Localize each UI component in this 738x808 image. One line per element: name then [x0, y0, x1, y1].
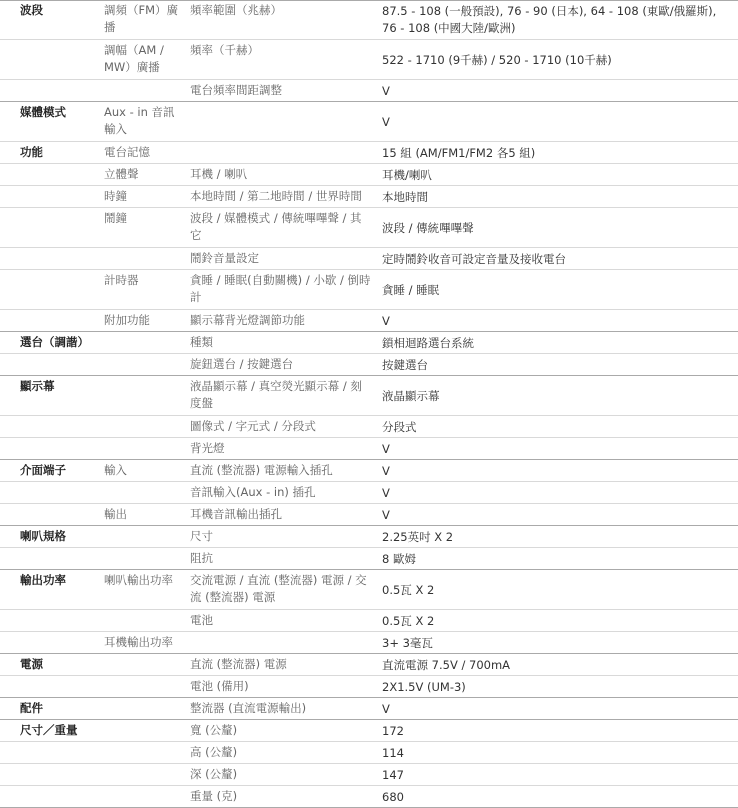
value-cell: 本地時間 — [382, 190, 428, 204]
category-cell — [0, 310, 98, 331]
category-cell: 顯示幕 — [20, 379, 55, 393]
spec-row — [0, 504, 738, 526]
spec-row — [0, 270, 738, 310]
value-cell: V — [382, 314, 390, 328]
item-cell: 頻率範圍（兆赫） — [190, 3, 282, 17]
subcategory-cell: 輸入 — [104, 463, 127, 477]
category-cell — [0, 354, 98, 375]
category-cell — [0, 504, 98, 525]
category-cell — [0, 248, 98, 269]
category-cell — [0, 676, 98, 697]
spec-row — [0, 208, 738, 248]
spec-row — [0, 742, 738, 764]
item-cell: 高 (公釐) — [190, 745, 238, 759]
value-cell: 液晶顯示幕 — [382, 389, 440, 403]
value-cell: 147 — [382, 768, 404, 782]
spec-row — [0, 0, 738, 40]
spec-row — [0, 354, 738, 376]
subcategory-cell — [98, 698, 184, 719]
item-cell: 重量 (克) — [190, 789, 238, 803]
value-cell: V — [382, 508, 390, 522]
spec-row — [0, 720, 738, 742]
category-cell: 喇叭規格 — [20, 529, 66, 543]
item-cell: 本地時間 / 第二地時間 / 世界時間 — [190, 189, 362, 203]
spec-row — [0, 80, 738, 102]
subcategory-cell — [98, 676, 184, 697]
spec-row — [0, 460, 738, 482]
spec-row — [0, 310, 738, 332]
spec-row — [0, 186, 738, 208]
subcategory-cell — [98, 720, 184, 741]
spec-row — [0, 570, 738, 610]
subcategory-cell: 喇叭輸出功率 — [104, 573, 173, 587]
item-cell: 電池 (備用) — [190, 679, 249, 693]
category-cell — [0, 164, 98, 185]
category-cell: 選台（調諧） — [20, 335, 89, 349]
value-cell: V — [382, 115, 390, 129]
spec-row — [0, 764, 738, 786]
item-cell — [184, 102, 376, 141]
category-cell: 電源 — [20, 657, 43, 671]
value-cell: 680 — [382, 790, 404, 804]
value-cell: 鎖相迴路選台系統 — [382, 336, 474, 350]
subcategory-cell — [98, 354, 184, 375]
item-cell: 鬧鈴音量設定 — [190, 251, 259, 265]
item-cell: 音訊輸入(Aux - in) 插孔 — [190, 485, 316, 499]
spec-row — [0, 482, 738, 504]
value-cell: 分段式 — [382, 420, 417, 434]
subcategory-cell: 輸出 — [104, 507, 127, 521]
subcategory-cell: 鬧鐘 — [104, 211, 127, 225]
subcategory-cell — [98, 610, 184, 631]
subcategory-cell: 時鐘 — [104, 189, 127, 203]
spec-row — [0, 164, 738, 186]
category-cell — [0, 270, 98, 309]
spec-row — [0, 416, 738, 438]
category-cell: 功能 — [20, 145, 43, 159]
item-cell: 顯示幕背光燈調節功能 — [190, 313, 305, 327]
item-cell: 種類 — [190, 335, 213, 349]
value-cell: 定時鬧鈴收音可設定音量及接收電台 — [382, 252, 566, 266]
category-cell: 配件 — [20, 701, 43, 715]
value-cell: V — [382, 702, 390, 716]
value-cell: 3+ 3毫瓦 — [382, 636, 433, 650]
subcategory-cell — [98, 482, 184, 503]
spec-row — [0, 142, 738, 164]
value-cell: 172 — [382, 724, 404, 738]
subcategory-cell: 耳機輸出功率 — [104, 635, 173, 649]
value-cell: V — [382, 486, 390, 500]
category-cell — [0, 764, 98, 785]
category-cell — [0, 416, 98, 437]
item-cell: 旋鈕選台 / 按鍵選台 — [190, 357, 294, 371]
spec-row — [0, 610, 738, 632]
value-cell: 耳機/喇叭 — [382, 168, 432, 182]
subcategory-cell — [98, 332, 184, 353]
subcategory-cell — [98, 416, 184, 437]
spec-row — [0, 676, 738, 698]
subcategory-cell — [98, 654, 184, 675]
spec-row — [0, 40, 738, 80]
category-cell: 尺寸／重量 — [20, 723, 78, 737]
category-cell: 波段 — [20, 3, 43, 17]
category-cell — [0, 40, 98, 79]
spec-row — [0, 248, 738, 270]
category-cell: 媒體模式 — [20, 105, 66, 119]
category-cell — [0, 610, 98, 631]
value-cell: 2X1.5V (UM-3) — [382, 680, 466, 694]
spec-row — [0, 548, 738, 570]
spec-row — [0, 438, 738, 460]
spec-row — [0, 698, 738, 720]
item-cell: 耳機音訊輸出插孔 — [190, 507, 282, 521]
subcategory-cell: 立體聲 — [104, 167, 139, 181]
spec-row — [0, 654, 738, 676]
item-cell: 直流 (整流器) 電源 — [190, 657, 287, 671]
subcategory-cell — [98, 248, 184, 269]
value-cell: V — [382, 84, 390, 98]
spec-row — [0, 332, 738, 354]
subcategory-cell — [98, 742, 184, 763]
value-cell: V — [382, 442, 390, 456]
subcategory-cell — [98, 376, 184, 415]
category-cell — [0, 742, 98, 763]
subcategory-cell — [98, 526, 184, 547]
subcategory-cell — [98, 764, 184, 785]
item-cell: 直流 (整流器) 電源輸入插孔 — [190, 463, 333, 477]
spec-row — [0, 632, 738, 654]
spec-row — [0, 102, 738, 142]
item-cell: 整流器 (直流電源輸出) — [190, 701, 307, 715]
category-cell: 介面端子 — [20, 463, 66, 477]
item-cell: 耳機 / 喇叭 — [190, 167, 248, 181]
category-cell — [0, 548, 98, 569]
value-cell: 8 歐姆 — [382, 552, 416, 566]
category-cell: 輸出功率 — [20, 573, 66, 587]
item-cell: 頻率（千赫） — [190, 43, 259, 57]
subcategory-cell: 電台記憶 — [104, 145, 150, 159]
value-cell: V — [382, 464, 390, 478]
item-cell: 波段 / 媒體模式 / 傳統嗶嗶聲 / 其它 — [190, 211, 362, 242]
category-cell — [0, 632, 98, 653]
subcategory-cell: 計時器 — [104, 273, 139, 287]
item-cell: 貪睡 / 睡眠(自動關機) / 小歇 / 倒時計 — [190, 273, 371, 304]
item-cell: 阻抗 — [190, 551, 213, 565]
subcategory-cell — [98, 438, 184, 459]
item-cell: 寬 (公釐) — [190, 723, 238, 737]
subcategory-cell: 調幅（AM / MW）廣播 — [104, 43, 164, 74]
value-cell: 87.5 - 108 (一般預設), 76 - 90 (日本), 64 - 108 (東歐/俄羅斯), 76 - 108 (中國大陸/歐洲) — [382, 4, 717, 35]
category-cell — [0, 208, 98, 247]
item-cell: 液晶顯示幕 / 真空熒光顯示幕 / 刻度盤 — [190, 379, 362, 410]
subcategory-cell: 調頻（FM）廣播 — [104, 3, 179, 34]
value-cell: 0.5瓦 X 2 — [382, 614, 435, 628]
value-cell: 522 - 1710 (9千赫) / 520 - 1710 (10千赫) — [382, 53, 612, 67]
item-cell: 尺寸 — [190, 529, 213, 543]
value-cell: 直流電源 7.5V / 700mA — [382, 658, 511, 672]
spec-row — [0, 786, 738, 808]
category-cell — [0, 80, 98, 101]
item-cell: 交流電源 / 直流 (整流器) 電源 / 交流 (整流器) 電源 — [190, 573, 367, 604]
item-cell — [184, 632, 376, 653]
item-cell: 背光燈 — [190, 441, 225, 455]
category-cell — [0, 482, 98, 503]
item-cell: 圖像式 / 字元式 / 分段式 — [190, 419, 316, 433]
item-cell — [184, 142, 376, 163]
spec-row — [0, 376, 738, 416]
item-cell: 電池 — [190, 613, 213, 627]
subcategory-cell: 附加功能 — [104, 313, 150, 327]
subcategory-cell: Aux - in 音訊輸入 — [104, 105, 175, 136]
value-cell: 0.5瓦 X 2 — [382, 583, 435, 597]
value-cell: 貪睡 / 睡眠 — [382, 283, 440, 297]
value-cell: 波段 / 傳統嗶嗶聲 — [382, 221, 474, 235]
item-cell: 深 (公釐) — [190, 767, 238, 781]
value-cell: 按鍵選台 — [382, 358, 428, 372]
category-cell — [0, 438, 98, 459]
subcategory-cell — [98, 548, 184, 569]
value-cell: 114 — [382, 746, 404, 760]
category-cell — [0, 186, 98, 207]
spec-row — [0, 526, 738, 548]
value-cell: 2.25英吋 X 2 — [382, 530, 454, 544]
subcategory-cell — [98, 80, 184, 101]
item-cell: 電台頻率間距調整 — [190, 83, 282, 97]
value-cell: 15 組 (AM/FM1/FM2 各5 組) — [382, 146, 536, 160]
